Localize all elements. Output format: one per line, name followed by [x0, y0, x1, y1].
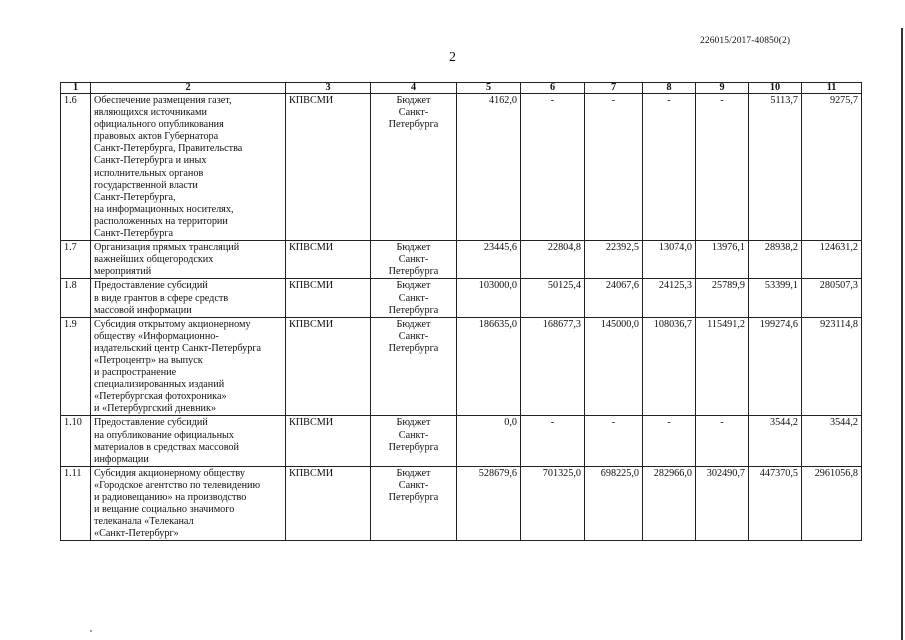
amount-cell: 13074,0 — [643, 241, 696, 279]
amount-cell: 447370,5 — [749, 466, 802, 541]
amount-cell: 13976,1 — [696, 241, 749, 279]
activity-name-line: Санкт-Петербурга, Правительства — [94, 143, 243, 155]
activity-name-line: являющихся источниками — [94, 107, 207, 119]
activity-name-line: «Петроцентр» на выпуск — [94, 354, 203, 366]
column-number: 2 — [91, 83, 286, 94]
empty-dash: - — [667, 417, 671, 429]
funding-source-line: Бюджет — [396, 280, 431, 292]
amount-cell: 108036,7 — [643, 317, 696, 416]
amount-cell: 280507,3 — [802, 279, 862, 317]
activity-name-line: Субсидия акционерному обществу — [94, 467, 245, 479]
executor: КПВСМИ — [286, 317, 371, 416]
column-number: 9 — [696, 83, 749, 94]
empty-dash: - — [720, 417, 724, 429]
row-number: 1.8 — [61, 279, 91, 317]
column-number: 6 — [521, 83, 585, 94]
activity-name-line: информации — [94, 453, 149, 465]
amount-cell: 3544,2 — [802, 416, 862, 466]
executor: КПВСМИ — [286, 279, 371, 317]
executor: КПВСМИ — [286, 416, 371, 466]
amount-cell — [696, 94, 749, 241]
column-number: 7 — [585, 83, 643, 94]
funding-source-line: Петербурга — [388, 119, 439, 131]
column-number: 10 — [749, 83, 802, 94]
table-row — [61, 317, 862, 416]
executor: КПВСМИ — [286, 94, 371, 241]
executor: КПВСМИ — [286, 466, 371, 541]
amount-cell: 103000,0 — [457, 279, 521, 317]
amount-cell — [521, 416, 585, 466]
amount-cell: 701325,0 — [521, 466, 585, 541]
funding-source-line: Петербурга — [388, 304, 439, 316]
budget-table — [60, 82, 862, 541]
activity-name-line: Предоставление субсидий — [94, 280, 208, 292]
activity-name — [91, 317, 286, 416]
amount-cell: 2961056,8 — [802, 466, 862, 541]
activity-name-line: обществу «Информационно- — [94, 330, 219, 342]
empty-dash: - — [667, 95, 671, 106]
activity-name-line: расположенных на территории — [94, 215, 228, 227]
funding-source-line: Петербурга — [388, 342, 439, 354]
funding-source-line: Бюджет — [396, 318, 431, 330]
empty-dash: - — [611, 95, 616, 106]
activity-name-line: массовой информации — [94, 304, 192, 316]
amount-cell: 528679,6 — [457, 466, 521, 541]
column-number: 4 — [371, 83, 457, 94]
funding-source-line: Санкт- — [398, 292, 429, 304]
row-number: 1.9 — [61, 317, 91, 416]
column-number: 3 — [286, 83, 371, 94]
amount-cell — [585, 94, 643, 241]
table-row — [61, 241, 862, 279]
amount-cell: 923114,8 — [802, 317, 862, 416]
page-number: 2 — [449, 50, 456, 65]
activity-name-line: Организация прямых трансляций — [94, 242, 240, 254]
funding-source-line: Петербурга — [388, 441, 439, 453]
amount-cell: 24067,6 — [585, 279, 643, 317]
amount-cell — [521, 94, 585, 241]
amount-cell: 25789,9 — [696, 279, 749, 317]
amount-cell — [585, 416, 643, 466]
activity-name-line: Санкт-Петербурга — [94, 228, 174, 240]
amount-cell: 145000,0 — [585, 317, 643, 416]
table-body — [61, 83, 862, 541]
activity-name-line: материалов в средствах массовой — [94, 441, 239, 453]
activity-name-line: на информационных носителях, — [94, 203, 234, 215]
page-edge-line — [901, 28, 903, 640]
funding-source — [371, 416, 457, 466]
funding-source-line: Санкт- — [398, 479, 429, 491]
activity-name-line: «Санкт-Петербург» — [94, 528, 179, 540]
table-row — [61, 466, 862, 541]
activity-name-line: «Городское агентство по телевидению — [94, 479, 261, 491]
amount-cell — [696, 416, 749, 466]
amount-cell: 3544,2 — [749, 416, 802, 466]
activity-name-line: в виде грантов в сфере средств — [94, 292, 229, 304]
amount-cell: 168677,3 — [521, 317, 585, 416]
activity-name-line: и «Петербургский дневник» — [94, 403, 217, 415]
amount-cell: 0,0 — [457, 416, 521, 466]
funding-source-line: Санкт- — [398, 107, 429, 119]
column-number-row — [61, 83, 862, 94]
activity-name-line: официального опубликования — [94, 119, 224, 131]
amount-cell: 282966,0 — [643, 466, 696, 541]
activity-name — [91, 279, 286, 317]
activity-name-line: мероприятий — [94, 266, 152, 278]
amount-cell: 22392,5 — [585, 241, 643, 279]
empty-dash: - — [550, 95, 555, 106]
amount-cell: 5113,7 — [749, 94, 802, 241]
amount-cell: 302490,7 — [696, 466, 749, 541]
amount-cell: 28938,2 — [749, 241, 802, 279]
column-number: 11 — [802, 83, 862, 94]
amount-cell — [643, 94, 696, 241]
funding-source-line: Бюджет — [396, 417, 431, 429]
amount-cell: 186635,0 — [457, 317, 521, 416]
funding-source-line: Санкт- — [398, 429, 429, 441]
funding-source — [371, 279, 457, 317]
executor: КПВСМИ — [286, 241, 371, 279]
amount-cell — [643, 416, 696, 466]
activity-name-line: специализированных изданий — [94, 379, 225, 391]
amount-cell: 4162,0 — [457, 94, 521, 241]
activity-name-line: и распространение — [94, 367, 177, 379]
activity-name — [91, 416, 286, 466]
activity-name-line: издательский центр Санкт-Петербурга — [94, 342, 262, 354]
activity-name-line: на опубликование официальных — [94, 429, 234, 441]
activity-name-line: Санкт-Петербурга, — [94, 191, 176, 203]
document-number: 226015/2017-40850(2) — [700, 36, 791, 46]
funding-source-line: Санкт- — [398, 330, 429, 342]
row-number: 1.6 — [61, 94, 91, 241]
funding-source — [371, 241, 457, 279]
amount-cell: 199274,6 — [749, 317, 802, 416]
activity-name-line: Санкт-Петербурга и иных — [94, 155, 207, 167]
column-number: 5 — [457, 83, 521, 94]
scan-speck — [90, 630, 92, 632]
table-row — [61, 416, 862, 466]
funding-source — [371, 94, 457, 241]
row-number: 1.11 — [61, 466, 91, 541]
empty-dash: - — [550, 417, 555, 429]
column-number: 8 — [643, 83, 696, 94]
funding-source-line: Бюджет — [396, 467, 431, 479]
activity-name-line: исполнительных органов — [94, 167, 204, 179]
row-number: 1.10 — [61, 416, 91, 466]
empty-dash: - — [611, 417, 616, 429]
activity-name — [91, 466, 286, 541]
funding-source-line: Петербурга — [388, 266, 439, 278]
amount-cell: 22804,8 — [521, 241, 585, 279]
activity-name — [91, 241, 286, 279]
activity-name-line: Субсидия открытому акционерному — [94, 318, 251, 330]
amount-cell: 50125,4 — [521, 279, 585, 317]
funding-source — [371, 317, 457, 416]
activity-name-line: и радиовещанию» на производство — [94, 492, 247, 503]
funding-source-line: Бюджет — [396, 95, 431, 106]
amount-cell: 53399,1 — [749, 279, 802, 317]
activity-name — [91, 94, 286, 241]
activity-name-line: государственной власти — [94, 179, 198, 191]
funding-source-line: Санкт- — [398, 254, 429, 266]
amount-cell: 124631,2 — [802, 241, 862, 279]
amount-cell: 24125,3 — [643, 279, 696, 317]
funding-source — [371, 466, 457, 541]
amount-cell: 115491,2 — [696, 317, 749, 416]
activity-name-line: Обеспечение размещения газет, — [94, 95, 232, 106]
table-row — [61, 94, 862, 241]
column-number: 1 — [61, 83, 91, 94]
activity-name-line: Предоставление субсидий — [94, 417, 208, 429]
amount-cell: 23445,6 — [457, 241, 521, 279]
amount-cell: 9275,7 — [802, 94, 862, 241]
activity-name-line: телеканала «Телеканал — [94, 516, 194, 528]
row-number: 1.7 — [61, 241, 91, 279]
activity-name-line: правовых актов Губернатора — [94, 131, 219, 143]
table-row — [61, 279, 862, 317]
funding-source-line: Петербурга — [388, 492, 439, 503]
activity-name-line: важнейших общегородских — [94, 254, 214, 266]
activity-name-line: и вещание социально значимого — [94, 504, 235, 516]
activity-name-line: «Петербургская фотохроника» — [94, 391, 227, 403]
amount-cell: 698225,0 — [585, 466, 643, 541]
funding-source-line: Бюджет — [396, 242, 431, 254]
empty-dash: - — [720, 95, 724, 106]
